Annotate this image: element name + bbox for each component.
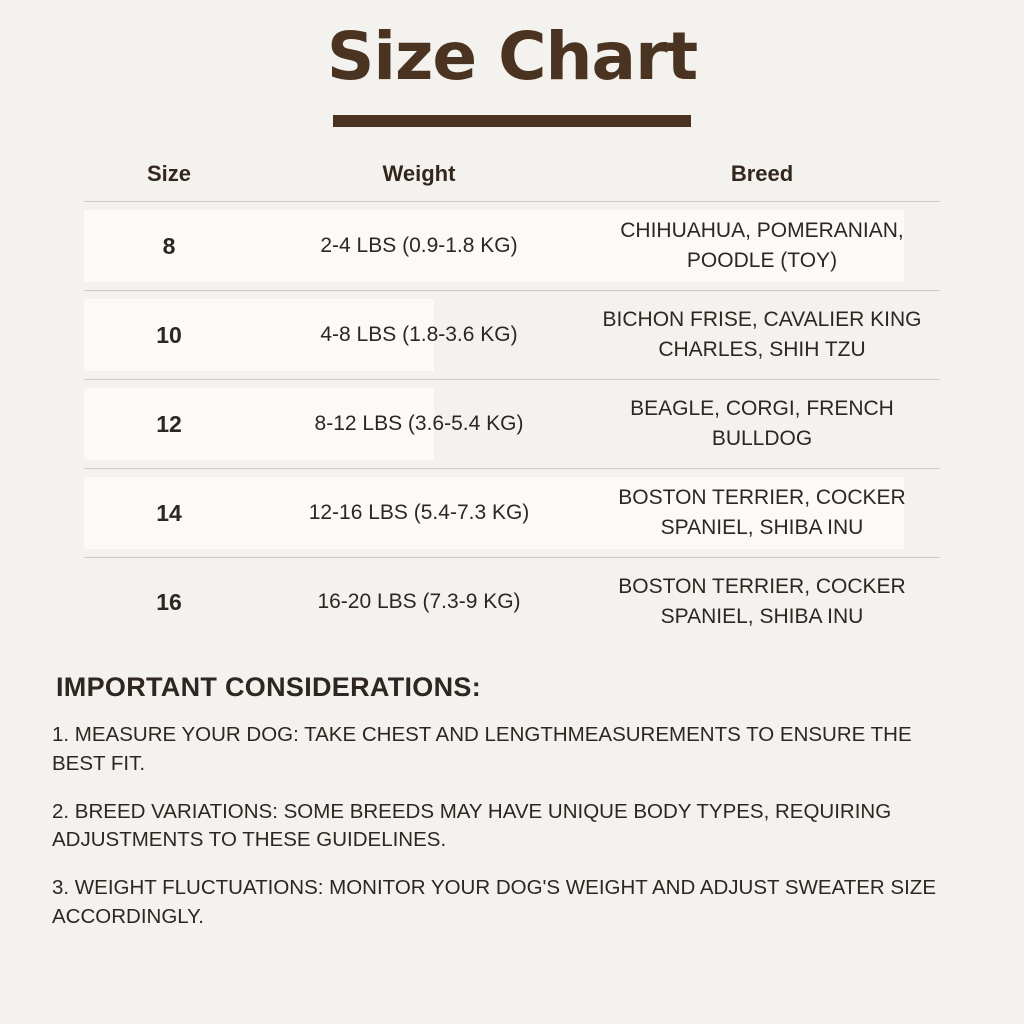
consideration-item: 2. BREED VARIATIONS: SOME BREEDS MAY HAVE UNIQUE BODY TYPES, REQUIRING ADJUSTMENTS TO THESE GUIDELINES. [52, 799, 892, 852]
cell-weight: 12-16 LBS (5.4-7.3 KG) [308, 501, 530, 525]
cell-size: 12 [156, 410, 182, 437]
cell-size: 14 [156, 499, 182, 526]
cell-weight: 8-12 LBS (3.6-5.4 KG) [314, 412, 524, 436]
cell-weight: 2-4 LBS (0.9-1.8 KG) [320, 234, 518, 258]
considerations-section [52, 672, 972, 931]
table-row [84, 469, 940, 557]
size-table [84, 161, 940, 646]
consideration-item: 1. MEASURE YOUR DOG: TAKE CHEST AND LENGTHMEASUREMENTS TO ENSURE THE BEST FIT. [52, 723, 912, 775]
cell-breed: CHIHUAHUA, POMERANIAN, POODLE (TOY) [620, 218, 904, 273]
title-underline [333, 115, 691, 127]
table-row [84, 202, 940, 290]
cell-size: 16 [156, 588, 182, 615]
column-header-breed: Breed [730, 161, 794, 187]
cell-weight: 16-20 LBS (7.3-9 KG) [317, 590, 521, 614]
column-header-weight: Weight [382, 161, 456, 187]
page-title: Size Chart [326, 18, 698, 95]
title-block [0, 0, 1024, 127]
cell-size: 10 [156, 321, 182, 348]
table-row [84, 380, 940, 468]
column-header-size: Size [146, 161, 192, 187]
cell-breed: BOSTON TERRIER, COCKER SPANIEL, SHIBA INU [618, 485, 906, 540]
consideration-item: 3. WEIGHT FLUCTUATIONS: MONITOR YOUR DOG'S WEIGHT AND ADJUST SWEATER SIZE ACCORDINGLY. [52, 876, 936, 928]
table-row [84, 558, 940, 646]
considerations-title: IMPORTANT CONSIDERATIONS: [56, 672, 481, 703]
cell-breed: BOSTON TERRIER, COCKER SPANIEL, SHIBA INU [618, 574, 906, 629]
cell-weight: 4-8 LBS (1.8-3.6 KG) [320, 323, 518, 347]
table-header-row [84, 161, 940, 201]
cell-size: 8 [162, 232, 176, 259]
cell-breed: BEAGLE, CORGI, FRENCH BULLDOG [630, 396, 894, 451]
table-row [84, 291, 940, 379]
cell-breed: BICHON FRISE, CAVALIER KING CHARLES, SHIH TZU [602, 307, 922, 362]
